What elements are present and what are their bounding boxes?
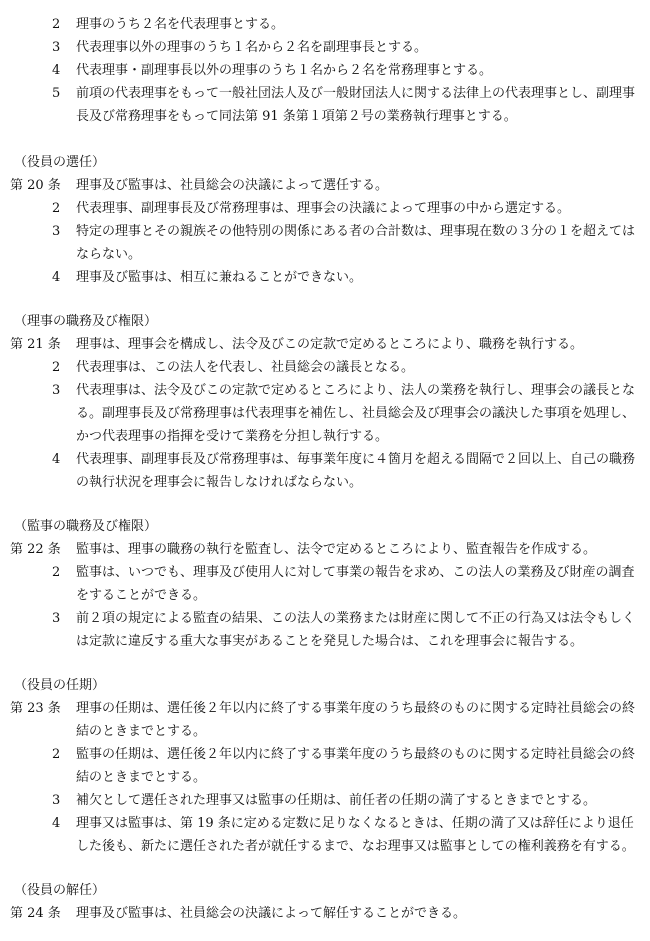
article-text: 理事及び監事は、社員総会の決議によって選任する。 (76, 178, 389, 193)
clause (0, 36, 650, 59)
clause-text: 代表理事は、法令及びこの定款で定めるところにより、法人の業務を執行し、理事会の議長となる。副理事長及び常務理事は代表理事を補佐し、社員総会及び理事会の議決した事項を処理し、かつ代表理事の指揮を受けて業務を分担し執行する。 (76, 383, 636, 444)
section-heading: （役員の選任） (14, 155, 106, 170)
clause-number: 3 (52, 224, 61, 239)
clause (0, 379, 650, 448)
clause-text: 監事の任期は、選任後２年以内に終了する事業年度のうち最終のものに関する定時社員総会の終結のときまでとする。 (76, 747, 636, 785)
clause-text: 監事は、いつでも、理事及び使用人に対して事業の報告を求め、この法人の業務及び財産の調査をすることができる。 (76, 565, 635, 603)
clause-number: 2 (52, 565, 61, 580)
section-article-20 (0, 151, 650, 289)
article-text: 理事の任期は、選任後２年以内に終了する事業年度のうち最終のものに関する定時社員総会の終結のときまでとする。 (76, 701, 636, 739)
clause (0, 743, 650, 789)
clause-text: 理事又は監事は、第 19 条に定める定数に足りなくなるときは、任期の満了又は辞任により退任した後も、新たに選任された者が就任するまで、なお理事又は監事としての権利義務を有する。 (76, 816, 635, 854)
clause (0, 13, 650, 36)
clause-text: 前項の代表理事をもって一般社団法人及び一般財団法人に関する法律上の代表理事とし、副理事長及び常務理事をもって同法第 91 条第１項第２号の業務執行理事とする。 (76, 86, 636, 124)
clause-number: 4 (52, 63, 61, 78)
section-heading: （理事の職務及び権限） (14, 314, 158, 329)
clause (0, 356, 650, 379)
clause-text: 理事及び監事は、相互に兼ねることができない。 (76, 270, 363, 285)
article (0, 174, 650, 197)
clause (0, 789, 650, 812)
article-number: 第 20 条 (10, 178, 61, 193)
clause-text: 代表理事は、この法人を代表し、社員総会の議長となる。 (76, 360, 415, 375)
article-text: 監事は、理事の職務の執行を監査し、法令で定めるところにより、監査報告を作成する。 (76, 542, 597, 557)
article (0, 697, 650, 743)
clause-number: 2 (52, 201, 61, 216)
clause-number: 2 (52, 360, 61, 375)
clause-text: 前２項の規定による監査の結果、この法人の業務または財産に関して不正の行為又は法令もしくは定款に違反する重大な事実があることを発見した場合は、これを理事会に報告する。 (76, 611, 636, 649)
clause (0, 448, 650, 494)
clause (0, 197, 650, 220)
article-number: 第 23 条 (10, 701, 61, 716)
clause (0, 220, 650, 266)
section-heading: （役員の任期） (14, 678, 106, 693)
clause-text: 代表理事・副理事長以外の理事のうち１名から２名を常務理事とする。 (76, 63, 493, 78)
clause-text: 代表理事以外の理事のうち１名から２名を副理事長とする。 (76, 40, 428, 55)
clause (0, 82, 650, 128)
article-text: 理事は、理事会を構成し、法令及びこの定款で定めるところにより、職務を執行する。 (76, 337, 584, 352)
section-heading: （役員の解任） (14, 883, 106, 898)
clause-number: 3 (52, 611, 61, 626)
article-number: 第 24 条 (10, 906, 61, 921)
clause (0, 561, 650, 607)
clause-text: 特定の理事とその親族その他特別の関係にある者の合計数は、理事現在数の３分の１を超えてはならない。 (76, 224, 636, 262)
clause-number: 2 (52, 17, 61, 32)
article-number: 第 21 条 (10, 337, 61, 352)
section-article-22 (0, 515, 650, 653)
section-article-23 (0, 674, 650, 858)
clause-text: 代表理事、副理事長及び常務理事は、毎事業年度に４箇月を超える間隔で２回以上、自己の職務の執行状況を理事会に報告しなければならない。 (76, 452, 636, 490)
clause-number: 5 (52, 86, 61, 101)
section-article-24 (0, 879, 650, 925)
article-text: 理事及び監事は、社員総会の決議によって解任することができる。 (76, 906, 467, 921)
article (0, 538, 650, 561)
clause-text: 代表理事、副理事長及び常務理事は、理事会の決議によって理事の中から選定する。 (76, 201, 571, 216)
clause-number: 3 (52, 383, 61, 398)
clause-number: 4 (52, 816, 61, 831)
clause (0, 266, 650, 289)
section-heading: （監事の職務及び権限） (14, 519, 158, 534)
section-continuation (0, 13, 650, 128)
section-article-21 (0, 310, 650, 494)
clause-number: 2 (52, 747, 61, 762)
clause-text: 補欠として選任された理事又は監事の任期は、前任者の任期の満了するときまでとする。 (76, 793, 597, 808)
article-number: 第 22 条 (10, 542, 61, 557)
clause (0, 59, 650, 82)
clause-number: 3 (52, 793, 61, 808)
clause-number: 4 (52, 452, 61, 467)
clause (0, 607, 650, 653)
clause-text: 理事のうち２名を代表理事とする。 (76, 17, 285, 32)
clause-number: 3 (52, 40, 61, 55)
article (0, 333, 650, 356)
clause (0, 812, 650, 858)
clause-number: 4 (52, 270, 61, 285)
article (0, 902, 650, 925)
